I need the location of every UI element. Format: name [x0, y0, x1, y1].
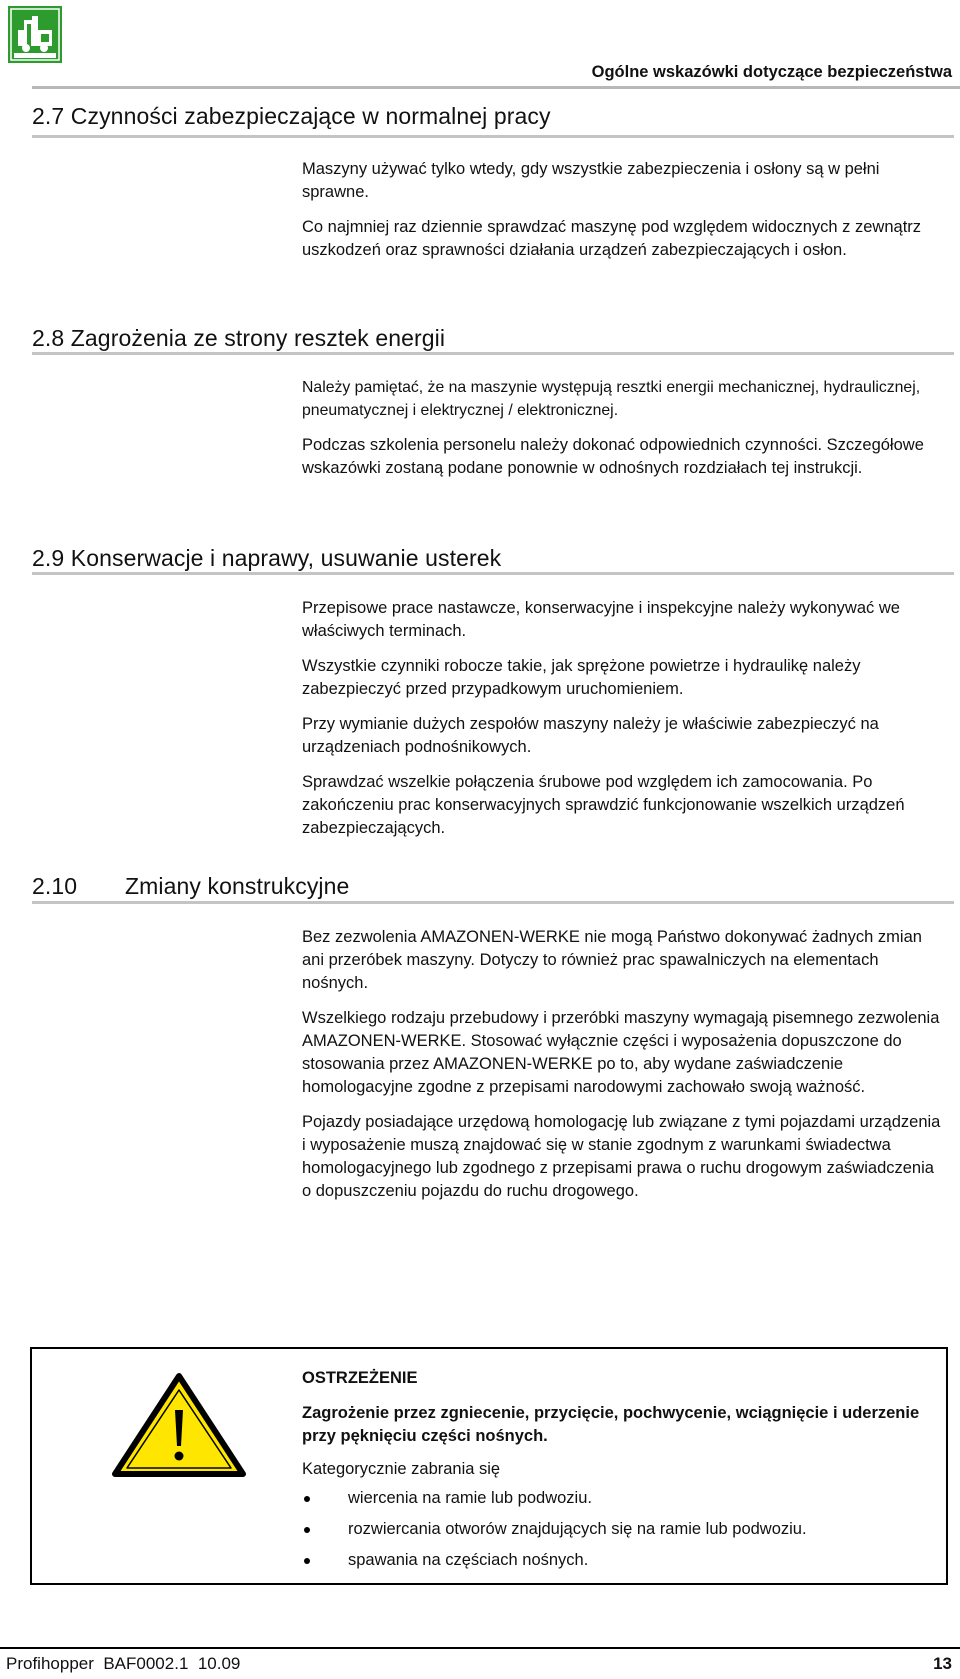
section-2-10-heading [32, 873, 349, 900]
footer-document-id: Profihopper BAF0002.1 10.09 [6, 1654, 241, 1673]
bullet-icon [304, 1558, 310, 1564]
bullet-icon [304, 1527, 310, 1533]
section-2-7-body [302, 158, 942, 274]
warning-intro: Kategorycznie zabrania się [302, 1460, 501, 1478]
paragraph: Pojazdy posiadające urzędową homologację lub związane z tymi pojazdami urządzenia i wyposażenie muszą znajdować się w stanie zgodnym z warunkami świadectwa homologacyjnego lub zgodnego z przepisami prawa o ruchu drogowym zaświadczenia o dopuszczeniu pojazdu do ruchu drogowego. [302, 1113, 941, 1200]
section-title: Zmiany konstrukcyjne [125, 873, 350, 899]
list-item: spawania na częściach nośnych. [302, 1549, 942, 1572]
page-number: 13 [933, 1654, 952, 1673]
warning-box [30, 1347, 948, 1585]
footer-divider [0, 1647, 960, 1649]
section-2-7-heading: 2.7 Czynności zabezpieczające w normalnej pracy [32, 103, 551, 129]
bullet-icon [304, 1496, 310, 1502]
section-divider [32, 135, 954, 138]
section-divider [32, 352, 954, 355]
paragraph: Należy pamiętać, że na maszynie występują resztki energii mechanicznej, hydraulicznej, pneumatycznej i elektrycznej / elektronicznej. [302, 379, 921, 419]
section-2-9-body [302, 597, 942, 852]
amazone-logo [8, 6, 62, 63]
paragraph: Co najmniej raz dziennie sprawdzać maszynę pod względem widocznych z zewnątrz uszkodzeń oraz sprawności działania urządzeń zabezpieczających i osłon. [302, 218, 922, 259]
header-divider [32, 86, 960, 89]
warning-content [302, 1369, 942, 1580]
paragraph: Przy wymianie dużych zespołów maszyny należy je właściwie zabezpieczyć na urządzeniach podnośnikowych. [302, 715, 879, 756]
paragraph: Podczas szkolenia personelu należy dokonać odpowiednich czynności. Szczegółowe wskazówki zostaną podane ponownie w odnośnych rozdziałach tej instrukcji. [302, 436, 924, 477]
section-divider [32, 901, 954, 904]
paragraph: Sprawdzać wszelkie połączenia śrubowe pod względem ich zamocowania. Po zakończeniu prac konserwacyjnych sprawdzić funkcjonowanie wszelkich urządzeń zabezpieczających. [302, 773, 905, 837]
paragraph: Bez zezwolenia AMAZONEN-WERKE nie mogą Państwo dokonywać żadnych zmian ani przeróbek maszyny. Dotyczy to również prac spawalniczych na elementach nośnych. [302, 928, 922, 992]
warning-hazard-text: Zagrożenie przez zgniecenie, przycięcie, pochwycenie, wciągnięcie i uderzenie przy pęknięciu części nośnych. [302, 1404, 920, 1445]
section-2-10-body [302, 926, 942, 1215]
section-divider [32, 572, 954, 575]
list-item: rozwiercania otworów znajdujących się na ramie lub podwoziu. [302, 1518, 942, 1541]
section-2-9-heading: 2.9 Konserwacje i naprawy, usuwanie usterek [32, 545, 502, 571]
section-number: 2.10 [32, 873, 78, 899]
section-2-8-heading: 2.8 Zagrożenia ze strony resztek energii [32, 325, 446, 351]
list-item: wiercenia na ramie lub podwoziu. [302, 1487, 942, 1510]
paragraph: Maszyny używać tylko wtedy, gdy wszystkie zabezpieczenia i osłony są w pełni sprawne. [302, 160, 880, 201]
paragraph: Przepisowe prace nastawcze, konserwacyjne i inspekcyjne należy wykonywać we właściwych terminach. [302, 599, 900, 640]
warning-title: OSTRZEŻENIE [302, 1369, 418, 1387]
section-header: Ogólne wskazówki dotyczące bezpieczeństwa [591, 63, 952, 81]
paragraph: Wszelkiego rodzaju przebudowy i przeróbki maszyny wymagają pisemnego zezwolenia AMAZONEN-WERKE. Stosować wyłącznie części i wyposażenia dopuszczone do stosowania przez AMAZONEN-WERKE po to, aby wydane zaświadczenie homologacyjne zgodne z przepisami narodowymi zachowało swoją ważność. [302, 1009, 940, 1096]
warning-triangle-icon [109, 1370, 249, 1480]
paragraph: Wszystkie czynniki robocze takie, jak sprężone powietrze i hydraulikę należy zabezpieczyć przed przypadkowym uruchomieniem. [302, 657, 861, 698]
section-2-8-body [302, 376, 942, 492]
